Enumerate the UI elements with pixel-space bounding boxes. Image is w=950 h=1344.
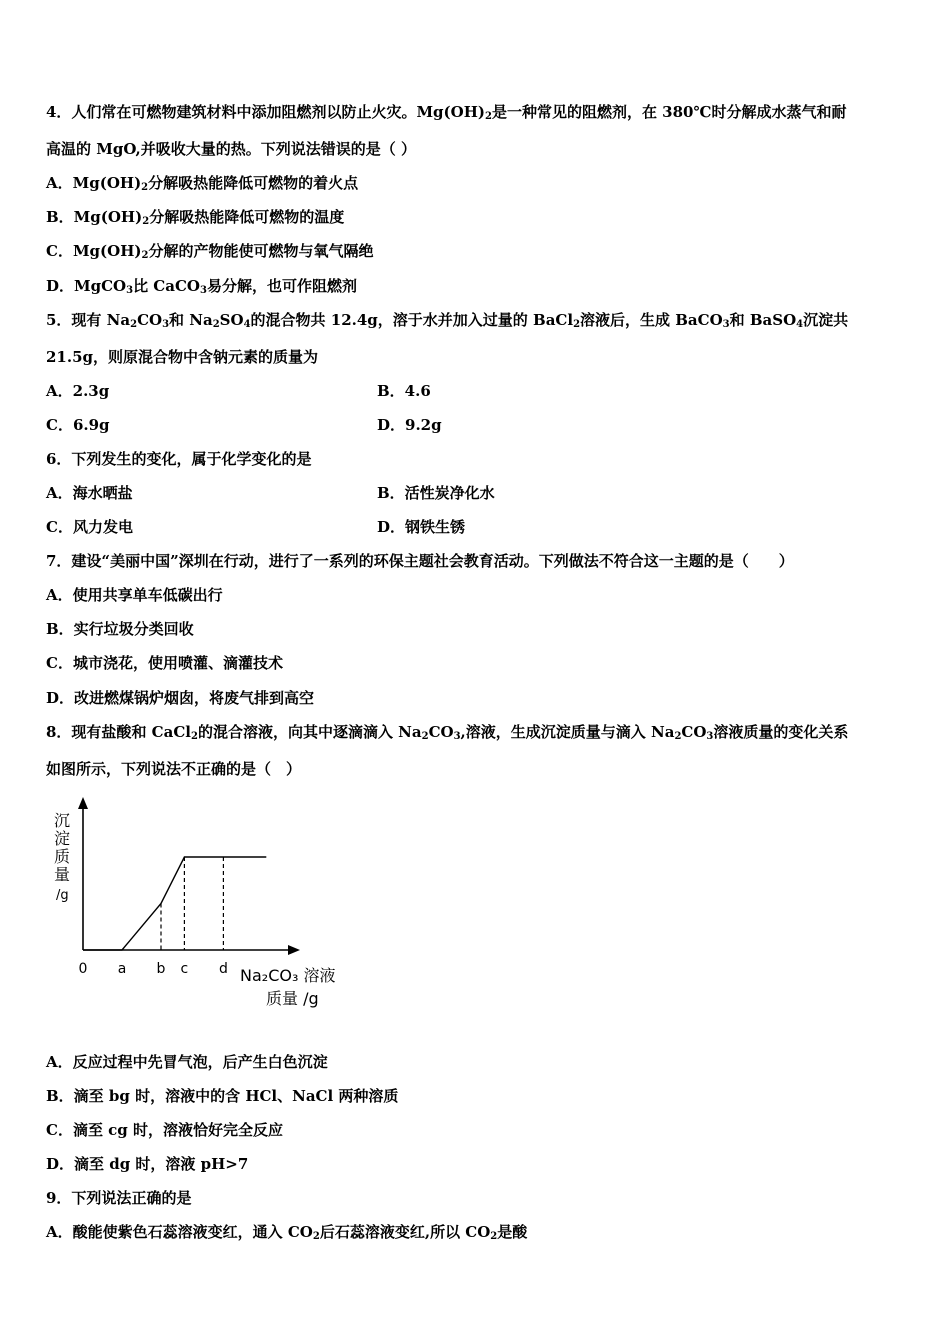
x-label-line2: 质量 /g [266,989,319,1008]
q7-stem: 7．建设“美丽中国”深圳在行动，进行了一系列的环保主题社会教育活动。下列做法不符合这一主题的是（ ） [46,552,794,570]
y-axis-arrow [78,797,88,809]
q4-stem-line1: 4．人们常在可燃物建筑材料中添加阻燃剂以防止火灾。$Mg(OH)_2$是一种常见的阻燃剂，在 380℃时分解成水蒸气和耐 [46,103,847,122]
q9-stem: 9．下列说法正确的是 [46,1189,192,1207]
q6-stem: 6．下列发生的变化，属于化学变化的是 [46,450,312,468]
q9-option-a: A．酸能使紫色石蕊溶液变红，通入 $CO_2$后石蕊溶液变红,所以 $CO_2$是酸 [46,1223,528,1242]
q8-stem-line1: 8．现有盐酸和 CaCl$_2$的混合溶液，向其中逐滴滴入 $Na_2CO_3$,溶液，生成沉淀质量与滴入 $Na_2CO_3$溶液质量的变化关系 [46,723,849,742]
series-line [83,857,266,950]
x-tick-label: c [180,961,189,977]
x-tick-label: b [156,961,166,977]
q6-option-a: A．海水晒盐 [46,484,133,502]
q4-stem-line2: 高温的 MgO,并吸收大量的热。下列说法错误的是（ ） [46,140,416,158]
y-label-char: 质 [54,847,71,866]
q5-option-c: C．6.9g [46,416,110,434]
q6-option-c: C．风力发电 [46,518,133,536]
x-tick-label: a [117,961,127,977]
q4-option-b: B．$Mg(OH)_2$分解吸热能降低可燃物的温度 [46,208,345,227]
q7-option-c: C．城市浇花，使用喷灌、滴灌技术 [46,654,283,672]
q7-option-b: B．实行垃圾分类回收 [46,620,194,638]
x-tick-label: d [218,961,228,977]
q5-stem-line2: 21.5g，则原混合物中含钠元素的质量为 [46,348,319,366]
q5-option-d: D．9.2g [377,416,442,434]
q8-option-a: A．反应过程中先冒气泡，后产生白色沉淀 [46,1053,328,1071]
q4-option-a: A．$Mg(OH)_2$分解吸热能降低可燃物的着火点 [46,174,359,193]
q4-option-d: D．MgCO$_3$比 CaCO$_3$易分解，也可作阻燃剂 [46,277,357,296]
q6-option-b: B．活性炭净化水 [377,484,495,502]
y-label-char: 沉 [54,811,71,830]
q8-option-d: D．滴至 dg 时，溶液 pH>7 [46,1155,249,1173]
precipitate-chart [40,795,370,1020]
y-label-char: 淀 [54,829,71,848]
q6-option-d: D．钢铁生锈 [377,518,466,536]
q8-stem-line2: 如图所示，下列说法不正确的是（ ） [46,760,302,778]
q5-option-a: A．2.3g [46,382,110,400]
q7-option-d: D．改进燃煤锅炉烟囱，将废气排到高空 [46,689,315,707]
x-tick-label: 0 [78,961,88,977]
q7-option-a: A．使用共享单车低碳出行 [46,586,223,604]
q5-option-b: B．4.6 [377,382,431,400]
q8-option-b: B．滴至 bg 时，溶液中的含 HCl、NaCl 两种溶质 [46,1087,399,1105]
q5-stem-line1: 5．现有 $Na_2CO_3$和 $Na_2SO_4$的混合物共 12.4g，溶于水并加入过量的 BaCl$_2$溶液后，生成 BaCO$_3$和 BaSO$_4$沉淀共 [46,311,849,330]
y-label-char: 量 [54,865,71,884]
x-label-line1: Na₂CO₃ 溶液 [240,966,336,985]
x-axis-arrow [288,945,300,955]
q4-option-c: C．$Mg(OH)_2$分解的产物能使可燃物与氧气隔绝 [46,242,374,261]
y-label-unit: /g [56,888,69,903]
q8-option-c: C．滴至 cg 时，溶液恰好完全反应 [46,1121,284,1139]
